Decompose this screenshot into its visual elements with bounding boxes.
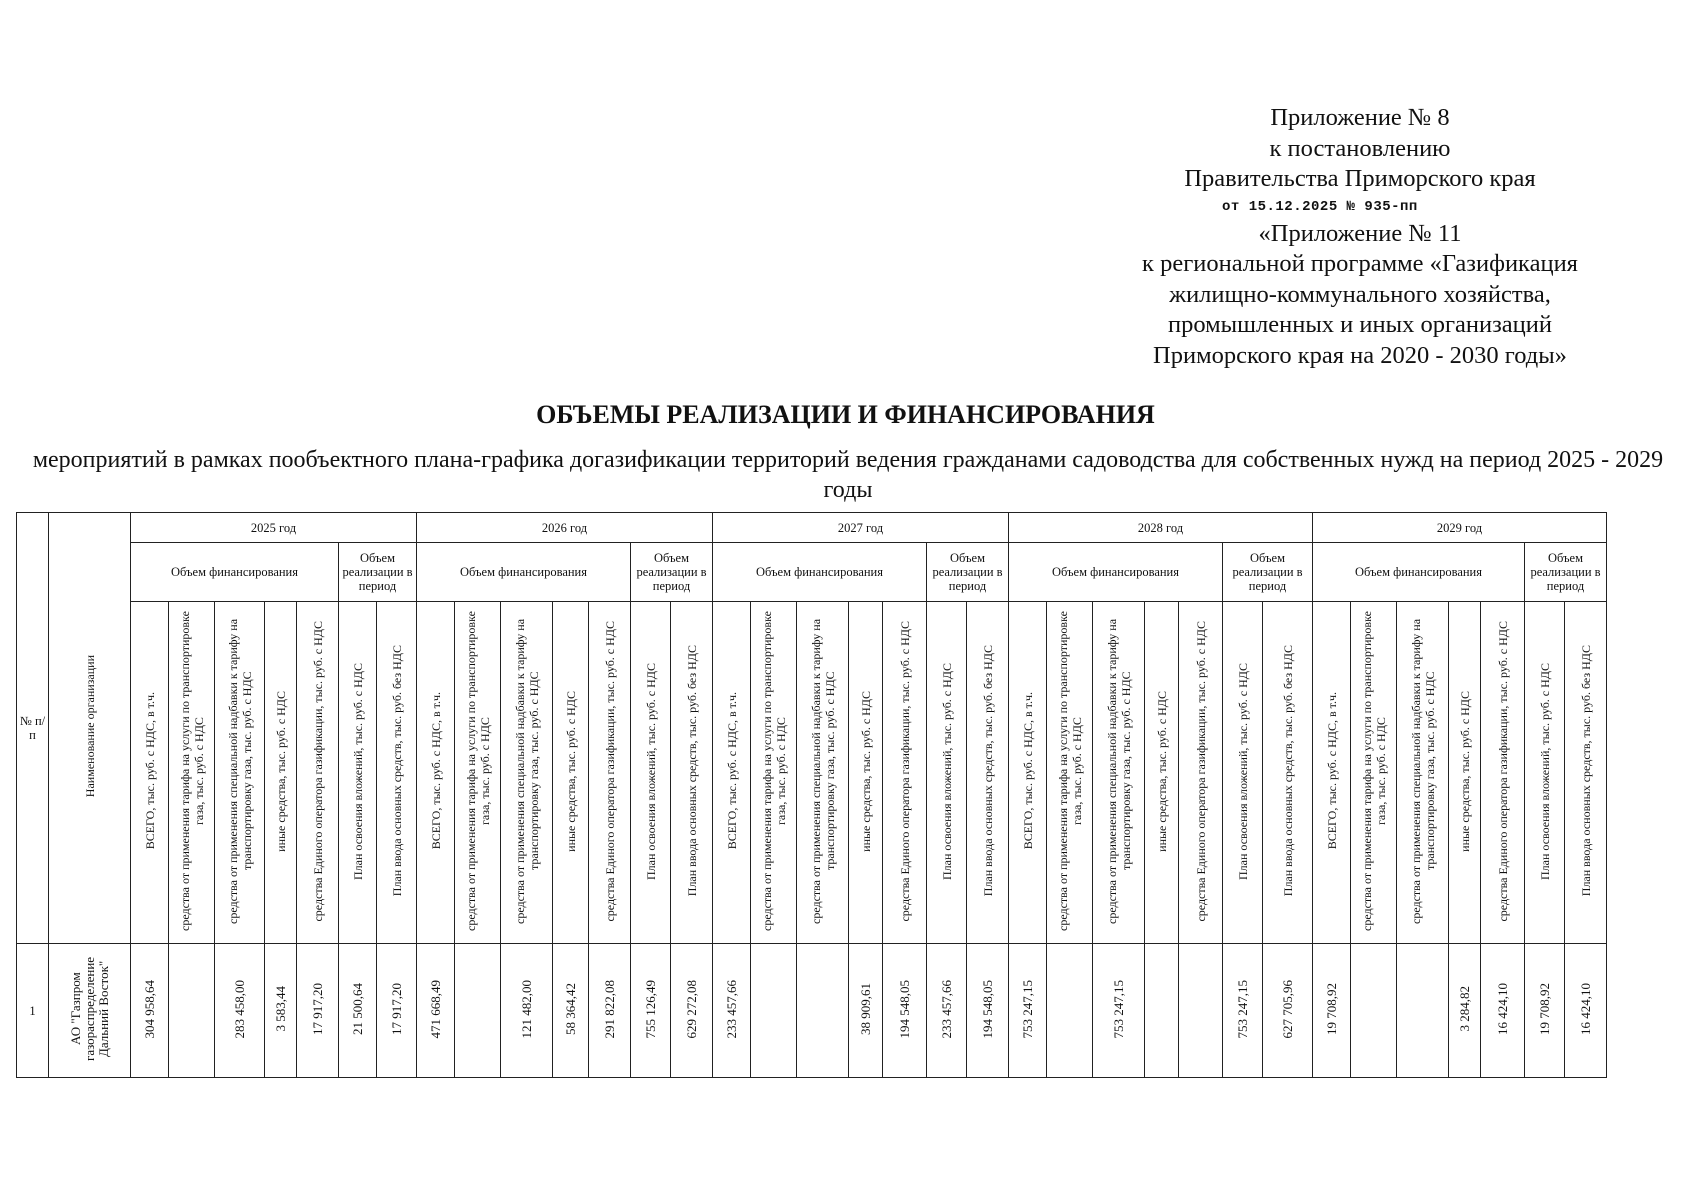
col-header-label: иные средства, тыс. руб. с НДС <box>273 690 288 852</box>
appendix-line: к региональной программе «Газификация <box>1142 250 1578 277</box>
col-org-label: Наименование организации <box>82 655 97 798</box>
value-cell <box>1397 944 1449 1078</box>
col-header-total <box>1313 602 1351 944</box>
year-header-row <box>17 513 1607 543</box>
col-header-other <box>849 602 883 944</box>
col-header-plan-invest <box>1525 602 1565 944</box>
col-header-label: средства Единого оператора газификации, тыс. руб. с НДС <box>1495 620 1510 922</box>
col-header-label: средства от применения тарифа на услуги по транспортировке газа, тыс. руб. с НДС <box>463 611 492 931</box>
value-cell <box>631 944 671 1078</box>
value: 21 500,64 <box>349 983 365 1035</box>
col-num-label: № п/п <box>19 714 46 742</box>
col-header-label: ВСЕГО, тыс. руб. с НДС, в т.ч. <box>1324 692 1339 850</box>
col-header-plan-assets <box>1565 602 1607 944</box>
value-cell <box>377 944 417 1078</box>
col-header-label: План освоения вложений, тыс. руб. с НДС <box>1235 662 1250 880</box>
col-header-label: План освоения вложений, тыс. руб. с НДС <box>643 662 658 880</box>
value-cell <box>553 944 589 1078</box>
value: 471 668,49 <box>427 979 443 1039</box>
value-cell <box>1525 944 1565 1078</box>
col-header-label: ВСЕГО, тыс. руб. с НДС, в т.ч. <box>142 692 157 850</box>
value-cell <box>1223 944 1263 1078</box>
value-cell <box>339 944 377 1078</box>
financing-group-header: Объем финансирования <box>131 543 339 602</box>
col-header-operator <box>297 602 339 944</box>
col-header-plan-assets <box>377 602 417 944</box>
year-header: 2027 год <box>713 513 1009 543</box>
column-header-row <box>17 602 1607 944</box>
value-cell <box>215 944 265 1078</box>
col-header-label: План освоения вложений, тыс. руб. с НДС <box>1537 662 1552 880</box>
value: 233 457,66 <box>938 979 954 1039</box>
col-header-label: ВСЕГО, тыс. руб. с НДС, в т.ч. <box>428 692 443 850</box>
col-header-plan-invest <box>631 602 671 944</box>
value-cell <box>967 944 1009 1078</box>
value: 19 708,92 <box>1323 983 1339 1035</box>
col-header-label: иные средства, тыс. руб. с НДС <box>563 690 578 852</box>
value-cell <box>927 944 967 1078</box>
col-header-label: средства от применения тарифа на услуги по транспортировке газа, тыс. руб. с НДС <box>1055 611 1084 931</box>
value: 755 126,49 <box>642 979 658 1039</box>
value: 291 822,08 <box>601 979 617 1039</box>
value: 16 424,10 <box>1494 983 1510 1035</box>
col-header-other <box>1449 602 1481 944</box>
value-cell <box>849 944 883 1078</box>
financing-group-header: Объем финансирования <box>1009 543 1223 602</box>
col-header-label: средства Единого оператора газификации, тыс. руб. с НДС <box>897 620 912 922</box>
value: 17 917,20 <box>388 983 404 1035</box>
col-header-other <box>1145 602 1179 944</box>
col-header-markup <box>501 602 553 944</box>
realization-group-header: Объем реализации в период <box>631 543 713 602</box>
value-cell <box>1351 944 1397 1078</box>
row-number: 1 <box>17 944 49 1078</box>
value: 19 708,92 <box>1536 983 1552 1035</box>
value: 58 364,42 <box>562 983 578 1035</box>
appendix-line: Приморского края на 2020 - 2030 годы» <box>1153 341 1567 369</box>
realization-group-header: Объем реализации в период <box>1223 543 1313 602</box>
appendix-line: жилищно-коммунального хозяйства, <box>1169 280 1551 308</box>
col-num-header <box>17 513 49 944</box>
col-header-tariff <box>1351 602 1397 944</box>
value: 627 705,96 <box>1279 979 1295 1039</box>
value-cell <box>797 944 849 1078</box>
col-header-total <box>417 602 455 944</box>
col-header-label: средства от применения специальной надбавки к тарифу на транспортировку газа, тыс. руб. с НДС <box>225 618 254 924</box>
col-header-plan-invest <box>1223 602 1263 944</box>
value-cell <box>265 944 297 1078</box>
col-org-header <box>49 513 131 944</box>
financing-table <box>16 512 1607 1078</box>
document-title: ОБЪЕМЫ РЕАЛИЗАЦИИ И ФИНАНСИРОВАНИЯ <box>536 400 1155 429</box>
col-header-other <box>553 602 589 944</box>
col-header-tariff <box>455 602 501 944</box>
col-header-label: средства от применения тарифа на услуги по транспортировке газа, тыс. руб. с НДС <box>1359 611 1388 931</box>
year-header: 2029 год <box>1313 513 1607 543</box>
value-cell <box>1145 944 1179 1078</box>
value: 304 958,64 <box>141 979 157 1039</box>
col-header-label: План ввода основных средств, тыс. руб. без НДС <box>980 645 995 897</box>
value-cell <box>1179 944 1223 1078</box>
col-header-markup <box>797 602 849 944</box>
col-header-label: средства от применения специальной надбавки к тарифу на транспортировку газа, тыс. руб. с НДС <box>1104 618 1133 924</box>
col-header-label: средства от применения специальной надбавки к тарифу на транспортировку газа, тыс. руб. с НДС <box>1408 618 1437 924</box>
financing-group-header: Объем финансирования <box>713 543 927 602</box>
col-header-operator <box>1481 602 1525 944</box>
appendix-line: Правительства Приморского края <box>1184 165 1536 192</box>
value: 38 909,61 <box>857 983 873 1035</box>
org-name-cell <box>49 944 131 1078</box>
appendix-header <box>1140 103 1580 371</box>
col-header-label: иные средства, тыс. руб. с НДС <box>1457 690 1472 852</box>
year-header: 2025 год <box>131 513 417 543</box>
value-cell <box>1263 944 1313 1078</box>
col-header-label: средства от применения специальной надбавки к тарифу на транспортировку газа, тыс. руб. с НДС <box>512 618 541 924</box>
appendix-line: «Приложение № 11 <box>1258 219 1462 247</box>
col-header-markup <box>1397 602 1449 944</box>
value-cell <box>1093 944 1145 1078</box>
value: 121 482,00 <box>518 979 534 1039</box>
value: 753 247,15 <box>1234 979 1250 1039</box>
col-header-plan-invest <box>339 602 377 944</box>
value: 753 247,15 <box>1019 979 1035 1039</box>
col-header-label: средства Единого оператора газификации, тыс. руб. с НДС <box>1193 620 1208 922</box>
col-header-label: средства от применения тарифа на услуги по транспортировке газа, тыс. руб. с НДС <box>177 611 206 931</box>
value-cell <box>589 944 631 1078</box>
value: 3 284,82 <box>1456 986 1472 1032</box>
realization-group-header: Объем реализации в период <box>1525 543 1607 602</box>
value-cell <box>501 944 553 1078</box>
value-cell <box>751 944 797 1078</box>
col-header-label: средства от применения тарифа на услуги по транспортировке газа, тыс. руб. с НДС <box>759 611 788 931</box>
realization-group-header: Объем реализации в период <box>927 543 1009 602</box>
value: 283 458,00 <box>231 979 247 1039</box>
value: 753 247,15 <box>1110 979 1126 1039</box>
realization-group-header: Объем реализации в период <box>339 543 417 602</box>
value-cell <box>131 944 169 1078</box>
value-cell <box>169 944 215 1078</box>
col-header-operator <box>1179 602 1223 944</box>
col-header-label: План ввода основных средств, тыс. руб. без НДС <box>389 645 404 897</box>
financing-group-header: Объем финансирования <box>417 543 631 602</box>
group-header-row <box>17 543 1607 602</box>
value-cell <box>1481 944 1525 1078</box>
org-name: АО "Газпром газораспределение Дальний Восток" <box>67 956 111 1062</box>
value: 233 457,66 <box>723 979 739 1039</box>
col-header-tariff <box>1047 602 1093 944</box>
value: 3 583,44 <box>272 986 288 1032</box>
col-header-label: План освоения вложений, тыс. руб. с НДС <box>350 662 365 880</box>
col-header-total <box>1009 602 1047 944</box>
value-cell <box>671 944 713 1078</box>
col-header-plan-invest <box>927 602 967 944</box>
col-header-label: средства Единого оператора газификации, тыс. руб. с НДС <box>602 620 617 922</box>
value-cell <box>883 944 927 1078</box>
col-header-label: ВСЕГО, тыс. руб. с НДС, в т.ч. <box>724 692 739 850</box>
appendix-line: Приложение № 8 <box>1270 104 1450 131</box>
financing-group-header: Объем финансирования <box>1313 543 1525 602</box>
value-cell <box>1313 944 1351 1078</box>
decree-date: от 15.12.2025 № 935-пп <box>1222 198 1418 215</box>
col-header-operator <box>589 602 631 944</box>
col-header-label: План ввода основных средств, тыс. руб. без НДС <box>1280 645 1295 897</box>
col-header-other <box>265 602 297 944</box>
value: 17 917,20 <box>309 983 325 1035</box>
col-header-plan-assets <box>967 602 1009 944</box>
appendix-line: промышленных и иных организаций <box>1168 311 1552 338</box>
value-cell <box>455 944 501 1078</box>
value-cell <box>1009 944 1047 1078</box>
col-header-tariff <box>751 602 797 944</box>
col-header-operator <box>883 602 927 944</box>
value: 194 548,05 <box>979 979 995 1039</box>
value-cell <box>297 944 339 1078</box>
col-header-label: средства Единого оператора газификации, тыс. руб. с НДС <box>310 620 325 922</box>
col-header-label: иные средства, тыс. руб. с НДС <box>858 690 873 852</box>
value-cell <box>1449 944 1481 1078</box>
value-cell <box>1047 944 1093 1078</box>
col-header-label: План ввода основных средств, тыс. руб. без НДС <box>1578 645 1593 897</box>
col-header-markup <box>1093 602 1145 944</box>
col-header-tariff <box>169 602 215 944</box>
value: 629 272,08 <box>683 979 699 1039</box>
document-subtitle: мероприятий в рамках пообъектного плана-графика догазификации территорий ведения гражданами садоводства для собственных нужд на период 2025 - 2029 годы <box>32 447 1664 503</box>
col-header-plan-assets <box>671 602 713 944</box>
col-header-total <box>131 602 169 944</box>
table-row <box>17 944 1607 1078</box>
col-header-label: План освоения вложений, тыс. руб. с НДС <box>939 662 954 880</box>
value-cell <box>713 944 751 1078</box>
appendix-line: к постановлению <box>1269 134 1451 162</box>
value-cell <box>417 944 455 1078</box>
value-cell <box>1565 944 1607 1078</box>
col-header-markup <box>215 602 265 944</box>
col-header-label: ВСЕГО, тыс. руб. с НДС, в т.ч. <box>1020 692 1035 850</box>
col-header-label: средства от применения специальной надбавки к тарифу на транспортировку газа, тыс. руб. с НДС <box>808 618 837 924</box>
col-header-label: иные средства, тыс. руб. с НДС <box>1154 690 1169 852</box>
col-header-label: План ввода основных средств, тыс. руб. без НДС <box>684 645 699 897</box>
year-header: 2026 год <box>417 513 713 543</box>
col-header-plan-assets <box>1263 602 1313 944</box>
value: 16 424,10 <box>1577 983 1593 1035</box>
year-header: 2028 год <box>1009 513 1313 543</box>
value: 194 548,05 <box>896 979 912 1039</box>
col-header-total <box>713 602 751 944</box>
